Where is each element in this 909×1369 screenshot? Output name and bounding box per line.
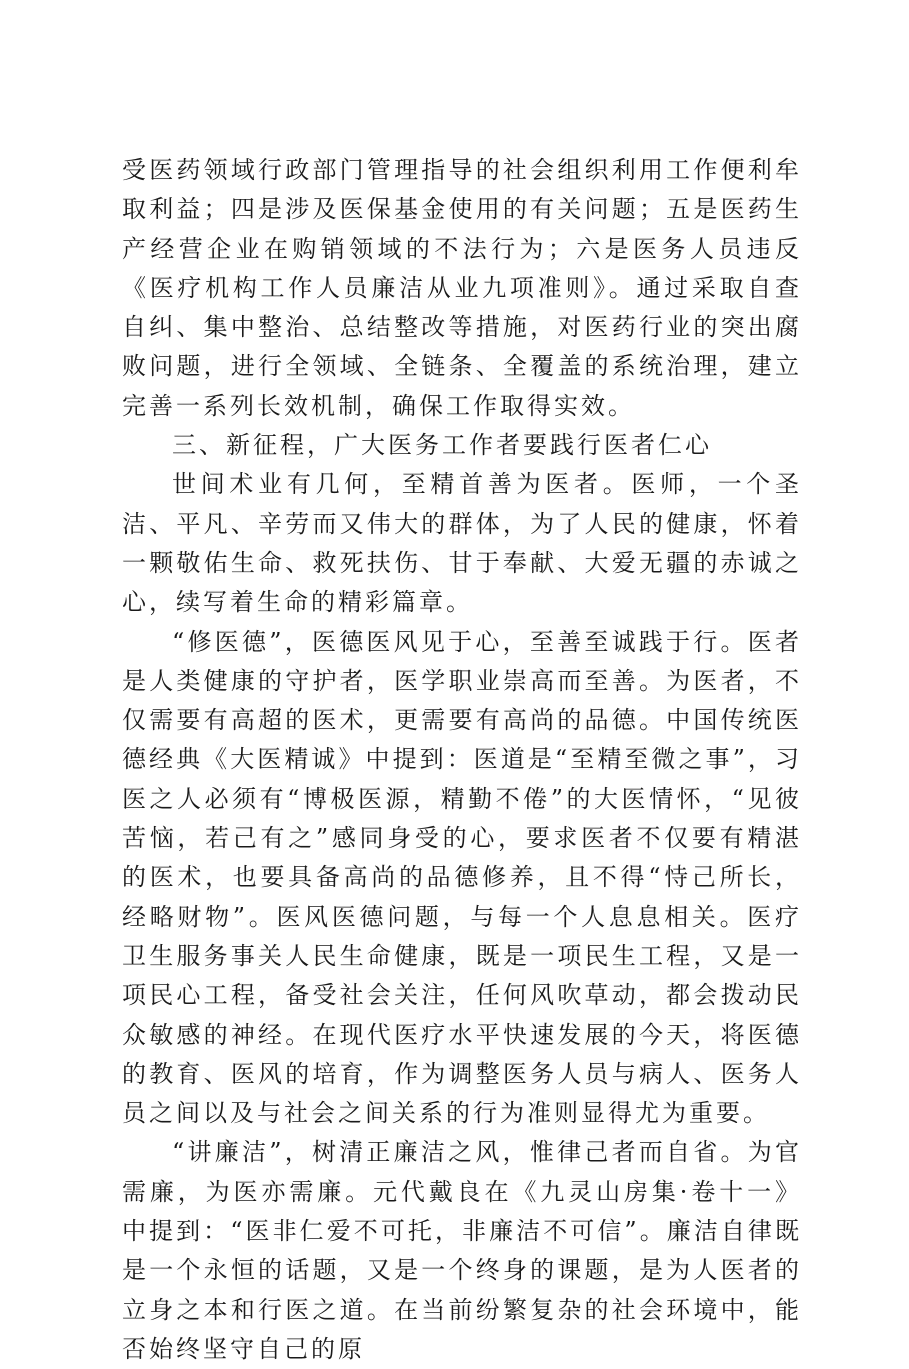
paragraph-intro: 世间术业有几何，至精首善为医者。医师，一个圣洁、平凡、辛劳而又伟大的群体，为了人民的健康，怀着一颗敬佑生命、救死扶伤、甘于奉献、大爱无疆的赤诚之心，续写着生命的精彩篇章。 <box>122 470 802 617</box>
section-heading: 三、新征程，广大医务工作者要践行医者仁心 <box>172 431 712 460</box>
document-body <box>122 151 802 1369</box>
paragraph-medical-ethics: “修医德”，医德医风见于心，至善至诚践于行。医者是人类健康的守护者，医学职业崇高而至善。为医者，不仅需要有高超的医术，更需要有高尚的品德。中国传统医德经典《大医精诚》中提到：医道是“至精至微之事”，习医之人必须有“博极医源，精勤不倦”的大医情怀，“见彼苦恼，若己有之”感同身受的心，要求医者不仅要有精湛的医术，也要具备高尚的品德修养，且不得“恃己所长，经略财物”。医风医德问题，与每一个人息息相关。医疗卫生服务事关人民生命健康，既是一项民生工程，又是一项民心工程，备受社会关注，任何风吹草动，都会拨动民众敏感的神经。在现代医疗水平快速发展的今天，将医德的教育、医风的培育，作为调整医务人员与病人、医务人员之间以及与社会之间关系的行为准则显得尤为重要。 <box>122 627 802 1128</box>
paragraph-integrity: “讲廉洁”，树清正廉洁之风，惟律己者而自省。为官需廉，为医亦需廉。元代戴良在《九灵山房集·卷十一》中提到：“医非仁爱不可托，非廉洁不可信”。廉洁自律既是一个永恒的话题，又是一个终身的课题，是为人医者的立身之本和行医之道。在当前纷繁复杂的社会环境中，能否始终坚守自己的原 <box>122 1138 802 1363</box>
paragraph-continuation: 受医药领域行政部门管理指导的社会组织利用工作便利牟取利益；四是涉及医保基金使用的有关问题；五是医药生产经营企业在购销领域的不法行为；六是医务人员违反《医疗机构工作人员廉洁从业九项准则》。通过采取自查自纠、集中整治、总结整改等措施，对医药行业的突出腐败问题，进行全领域、全链条、全覆盖的系统治理，建立完善一系列长效机制，确保工作取得实效。 <box>122 156 802 420</box>
